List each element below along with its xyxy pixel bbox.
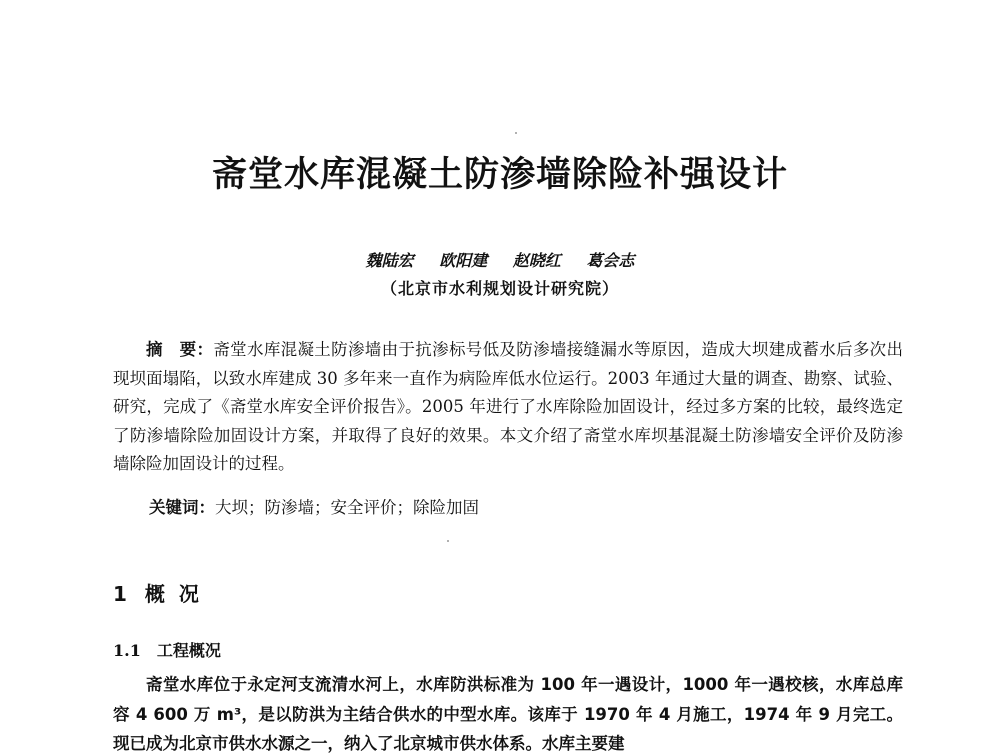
section-title: 概况 [144, 582, 213, 606]
abstract-text: 斋堂水库混凝土防渗墙由于抗渗标号低及防渗墙接缝漏水等原因，造成大坝建成蓄水后多次出现坝面塌陷，以致水库建成 30 多年来一直作为病险库低水位运行。2003 年通过大量的调查、勘察、试验、研究，完成了《斋堂水库安全评价报告》。2005 年进行了水库除险加固设计，经过多方案的比较，最终选定了防渗墙除险加固设计方案，并取得了良好的效果。本文介绍了斋堂水库坝基混凝土防渗墙安全评价及防渗墙除险加固设计的过程。 [113, 340, 904, 473]
abstract-paragraph [113, 336, 903, 479]
author-name: 欧阳建 [439, 251, 488, 270]
section-number: 1 [113, 582, 127, 606]
abstract-label: 摘 要： [146, 340, 214, 359]
subsection-title: 工程概况 [156, 641, 221, 660]
paper-title: 斋堂水库混凝土防渗墙除险补强设计 [211, 155, 788, 195]
author-affiliation: （北京市水利规划设计研究院） [380, 279, 619, 298]
author-name: 葛会志 [586, 251, 635, 270]
subsection-heading [113, 638, 221, 661]
body-paragraph: 斋堂水库位于永定河支流清水河上，水库防洪标准为 100 年一遇设计，1000 年一遇校核，水库总库容 4 600 万 m³，是以防洪为主结合供水的中型水库。该库于 1970 年 4 月施工，1974 年 9 月完工。现已成为北京市供水水源之一，纳入了北京城市供水体系。水库主要建 [113, 675, 903, 753]
author-name: 魏陆宏 [365, 251, 414, 270]
keywords-line [149, 494, 909, 522]
author-name: 赵晓红 [512, 251, 561, 270]
keywords-text: 大坝；防渗墙；安全评价；除险加固 [215, 498, 479, 517]
keywords-label: 关键词： [149, 498, 215, 517]
author-list [0, 248, 1000, 271]
section-heading [113, 578, 213, 607]
subsection-number: 1.1 [113, 641, 141, 660]
scan-speck [447, 540, 449, 542]
scan-speck [515, 132, 517, 134]
